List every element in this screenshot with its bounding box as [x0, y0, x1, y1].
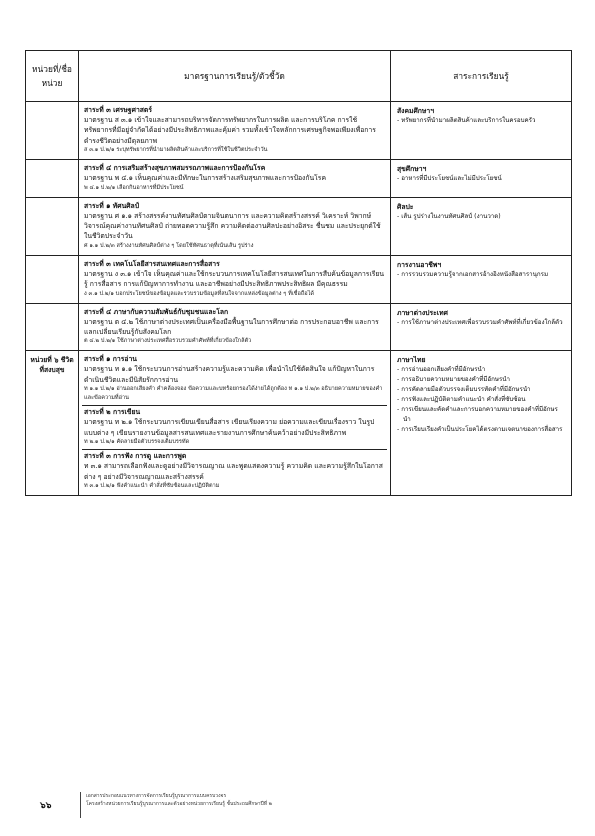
indicator-text: ท ๓.๑ ป.๒/๑ ฟังคำแนะนำ คำสั่งที่ซับซ้อนและปฏิบัติตาม	[84, 482, 220, 489]
content-item	[397, 116, 565, 126]
content-block	[394, 258, 568, 282]
content-item-text: การอ่านออกเสียงคำที่มีอักษรนำ	[401, 366, 486, 374]
content-item	[397, 385, 565, 395]
content-cell	[391, 255, 572, 303]
content-item-text: การอธิบายความหมายของคำที่มีอักษรนำ	[401, 376, 510, 384]
unit-name	[29, 200, 75, 202]
unit-cell	[26, 197, 79, 255]
strand-title: สาระที่ ๑ ทัศนศิลป์	[84, 201, 140, 210]
subject-title: สุขศึกษาฯ	[397, 165, 427, 174]
strand-title: สาระที่ ๓ เศรษฐศาสตร์	[84, 106, 152, 114]
unit-name	[29, 306, 75, 308]
strand-title: สาระที่ ๓ การฟัง การดู และการพูด	[84, 452, 187, 461]
content-item	[397, 270, 565, 280]
standards-cell	[79, 351, 391, 495]
footer-text	[86, 792, 272, 808]
content-item-text: การเขียนและคัดคำและการบอกความหมายของคำที่มีอักษรนำ	[401, 406, 558, 424]
content-cell	[391, 160, 572, 197]
page-footer	[40, 790, 560, 820]
table-row	[26, 102, 572, 160]
content-block	[394, 353, 568, 437]
content-item	[397, 395, 565, 405]
unit-cell	[26, 351, 79, 495]
content-item	[397, 174, 565, 184]
content-cell	[391, 197, 572, 255]
content-item	[397, 425, 565, 435]
strand-title: สาระที่ ๔ การเสริมสร้างสุขภาพสมรรถภาพและการป้องกันโรค	[84, 164, 266, 173]
standard-block	[82, 162, 387, 194]
indicator-text: พ ๔.๑ ป.๒/๑ เลือกกินอาหารที่มีประโยชน์	[84, 184, 184, 191]
standard-text: มาตรฐาน ส ๓.๑ เข้าใจและสามารถบริหารจัดการทรัพยากรในการผลิต และการบริโภค การใช้ทรัพยากรที่มีอยู่จำกัดได้อย่างมีประสิทธิภาพและคุ้มค่า รวมทั้งเข้าใจหลักการเศรษฐกิจพอเพียงเพื่อการดำรงชีวิตอย่างมีดุลยภาพ	[84, 116, 376, 145]
table-row	[26, 197, 572, 255]
content-item	[397, 212, 565, 222]
content-item-text: การรวบรวมความรู้จากเอกสารอ้างอิงหนังสือสารานุกรม	[401, 270, 549, 278]
strand-title: สาระที่ ๒ การเขียน	[84, 408, 141, 417]
standards-cell	[79, 197, 391, 255]
bullet-dash: -	[397, 318, 402, 326]
table-row	[26, 351, 572, 495]
bullet-dash: -	[397, 270, 402, 278]
bullet-dash: -	[397, 386, 402, 394]
standard-text: มาตรฐาน ต ๔.๒ ใช้ภาษาต่างประเทศเป็นเครื่องมือพื้นฐานในการศึกษาต่อ การประกอบอาชีพ และการแลกเปลี่ยนเรียนรู้กับสังคมโลก	[84, 317, 379, 337]
indicator-text: ง ๓.๑ ป.๒/๑ บอกประโยชน์ของข้อมูลและรวบรวมข้อมูลที่สนใจจากแหล่งข้อมูลต่าง ๆ ที่เชื่อถือได้	[84, 290, 315, 297]
standard-text: มาตรฐาน ศ ๑.๑ สร้างสรรค์งานทัศนศิลป์ตามจินตนาการ และความคิดสร้างสรรค์ วิเคราะห์ วิพากษ์วิจารณ์คุณค่างานทัศนศิลป์ ถ่ายทอดความรู้สึก ความคิดต่องานศิลปะอย่างอิสระ ชื่นชม และประยุกต์ใช้ในชีวิตประจำวัน	[84, 211, 381, 241]
unit-name	[29, 162, 75, 164]
standard-text: มาตรฐาน พ ๔.๑ เห็นคุณค่าและมีทักษะในการสร้างเสริมสุขภาพและการป้องกันโรค	[84, 174, 326, 183]
subject-title: ศิลปะ	[397, 202, 414, 211]
standard-block	[82, 353, 387, 405]
unit-name	[29, 258, 75, 260]
header-standards: มาตรฐานการเรียนรู้/ตัวชี้วัด	[79, 51, 391, 102]
unit-cell	[26, 255, 79, 303]
bullet-dash: -	[397, 396, 402, 404]
content-item-text: การฟังและปฏิบัติตามคำแนะนำ คำสั่งที่ซับซ้อน	[401, 396, 526, 404]
bullet-dash: -	[397, 117, 402, 124]
content-block	[394, 306, 568, 330]
content-item-text: ทรัพยากรที่นำมาผลิตสินค้าและบริการในครอบครัว	[401, 117, 536, 124]
page-number: ๖๖	[40, 801, 52, 811]
unit-name	[29, 104, 75, 106]
standard-block	[82, 258, 387, 301]
strand-title: สาระที่ ๔ ภาษากับความสัมพันธ์กับชุมชนและโลก	[84, 307, 229, 316]
unit-cell	[26, 102, 79, 160]
bullet-dash: -	[397, 376, 402, 384]
indicator-text: ต ๔.๒ ป.๒/๑ ใช้ภาษาต่างประเทศสื่อรวบรวมคำศัพท์ที่เกี่ยวข้องใกล้ตัว	[84, 338, 252, 345]
table-row	[26, 160, 572, 197]
content-item-text: เส้น รูปร่างในงานทัศนศิลป์ (งานวาด)	[401, 212, 501, 220]
header-unit: หน่วยที่/ชื่อหน่วย	[26, 51, 79, 102]
standard-text: มาตรฐาน ท ๒.๑ ใช้กระบวนการเขียนเขียนสื่อสาร เขียนเรียงความ ย่อความและเขียนเรื่องราว ในรูปแบบต่าง ๆ เขียนรายงานข้อมูลสารสนเทศและรายงานการศึกษาค้นคว้าอย่างมีประสิทธิภาพ	[84, 418, 375, 437]
indicator-text: ท ๑.๑ ป.๒/๑ อ่านออกเสียงคำ คำคล้องจอง ข้อความและบทร้อยกรองได้ง่ายได้ถูกต้อง ท ๑.๑ ป.๒/๓ อธิบายความหมายของคำและข้อความที่อ่าน	[84, 386, 383, 402]
header-content: สาระการเรียนรู้	[391, 51, 572, 102]
footer-line-2: โครงสร้างหน่วยการเรียนรู้บูรณาการและตัวอย่างหน่วยการเรียนรู้ ชั้นประถมศึกษาปีที่ ๒	[86, 801, 272, 807]
content-block	[394, 162, 568, 186]
standards-cell	[79, 255, 391, 303]
footer-line-1: เอกสารประกอบแนวทางการจัดการเรียนรู้บูรณาการแบบครบวงจร	[86, 793, 227, 799]
standards-cell	[79, 160, 391, 197]
standard-text: ท ๓.๑ สามารถเลือกฟังและดูอย่างมีวิจารณญาณ และพูดแสดงความรู้ ความคิด และความรู้สึกในโอกาสต่าง ๆ อย่างมีวิจารณญาณและสร้างสรรค์	[84, 462, 383, 481]
content-cell	[391, 351, 572, 495]
subject-title: ภาษาไทย	[397, 356, 426, 365]
standard-block	[82, 104, 387, 157]
bullet-dash: -	[397, 212, 402, 220]
content-item-text: อาหารที่มีประโยชน์และไม่มีประโยชน์	[401, 175, 502, 183]
unit-name: หน่วยที่ ๖ ชีวิตที่สงบสุข	[30, 356, 74, 375]
content-item-text: การใช้ภาษาต่างประเทศเพื่อรวบรวมคำศัพท์ที่เกี่ยวข้องใกล้ตัว	[401, 318, 563, 326]
standard-block	[82, 449, 387, 493]
unit-cell	[26, 160, 79, 197]
content-item	[397, 405, 565, 425]
bullet-dash: -	[397, 366, 402, 374]
indicator-text: ศ ๑.๑ ป.๒/๓ สร้างงานทัศนศิลป์ต่าง ๆ โดยใช้ทัศนธาตุที่เน้นเส้น รูปร่าง	[84, 242, 254, 249]
bullet-dash: -	[397, 426, 402, 434]
bullet-dash: -	[397, 406, 402, 414]
strand-title: สาระที่ ๓ เทคโนโลยีสารสนเทศและการสื่อสาร	[84, 259, 220, 268]
content-item	[397, 365, 565, 375]
standards-cell	[79, 102, 391, 160]
indicator-text: ส ๓.๑ ป.๒/๑ ระบุทรัพยากรที่นำมาผลิตสินค้าและบริการที่ใช้ในชีวิตประจำวัน	[84, 147, 268, 154]
content-item-text: การเรียบเรียงคำเป็นประโยคได้ตรงตามเจตนาของการสื่อสาร	[401, 426, 563, 434]
strand-title: สาระที่ ๑ การอ่าน	[84, 355, 137, 364]
content-item	[397, 318, 565, 328]
bullet-dash: -	[397, 175, 402, 183]
standard-block	[82, 200, 387, 253]
subject-title: การงานอาชีพฯ	[397, 260, 442, 269]
content-item	[397, 375, 565, 385]
unit-cell	[26, 303, 79, 351]
content-item-text: การคัดลายมือตัวบรรจงเต็มบรรทัดคำที่มีอักษรนำ	[401, 386, 531, 394]
standard-block	[82, 306, 387, 349]
subject-title: สังคมศึกษาฯ	[397, 107, 435, 115]
table-row	[26, 303, 572, 351]
standard-block	[82, 405, 387, 449]
content-block	[394, 104, 568, 128]
table-row	[26, 255, 572, 303]
footer-divider	[80, 792, 81, 818]
standard-text: มาตรฐาน ท ๑.๑ ใช้กระบวนการอ่านสร้างความรู้และความคิด เพื่อนำไปใช้ตัดสินใจ แก้ปัญหาในการดำเนินชีวิตและมีนิสัยรักการอ่าน	[84, 365, 375, 384]
indicator-text: ท ๒.๑ ป.๒/๑ คัดลายมือตัวบรรจงเต็มบรรทัด	[84, 439, 190, 446]
standard-text: มาตรฐาน ง ๓.๑ เข้าใจ เห็นคุณค่าและใช้กระบวนการเทคโนโลยีสารสนเทศในการสืบค้นข้อมูลการเรียนรู้ การสื่อสาร การแก้ปัญหาการทำงาน และอาชีพอย่างมีประสิทธิภาพประสิทธิผล มีคุณธรรม	[84, 269, 385, 289]
curriculum-table	[25, 50, 572, 496]
standards-cell	[79, 303, 391, 351]
content-block	[394, 200, 568, 224]
content-cell	[391, 102, 572, 160]
table-header-row	[26, 51, 572, 102]
content-cell	[391, 303, 572, 351]
subject-title: ภาษาต่างประเทศ	[397, 308, 448, 317]
